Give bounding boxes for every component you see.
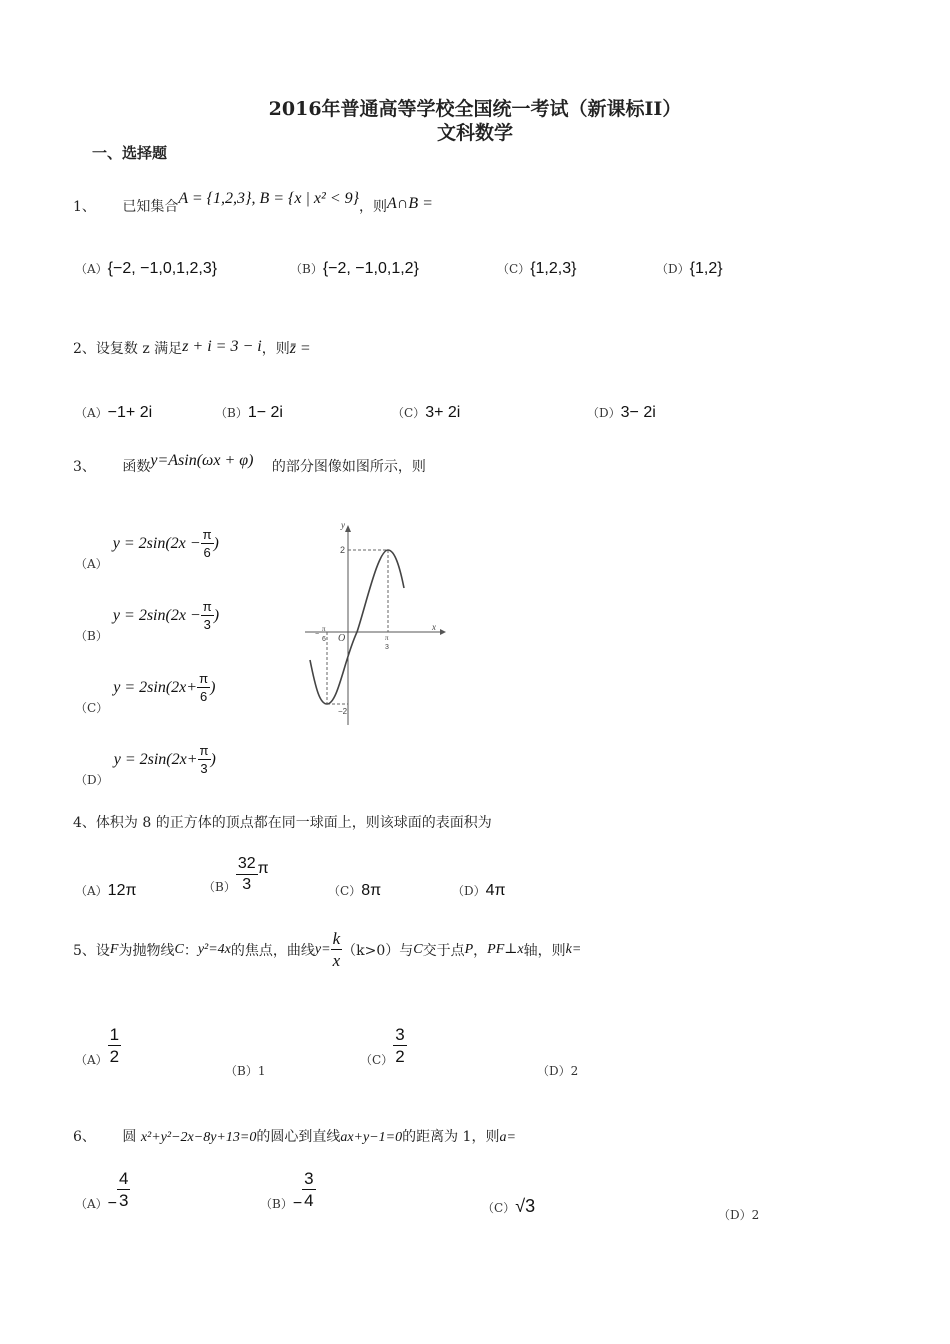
q5-option-a[interactable] [75,1026,121,1065]
option-label: （C） [328,884,362,898]
q6-option-b[interactable] [260,1169,316,1212]
y-axis-label: y [341,520,345,530]
option-label: （A） [75,557,108,571]
option-label: （C） [392,406,426,420]
fraction-numerator: 3 [304,1169,314,1188]
question-math: y=Asin(ωx + φ) [150,452,254,469]
option-value: ) [210,751,216,768]
fraction-denominator: 6 [203,545,211,560]
x-left-den: 6 [322,636,326,643]
x-right-den: 3 [385,644,389,651]
q2-option-a[interactable] [75,402,152,422]
fraction-denominator: 4 [304,1191,314,1210]
option-label: （D） [452,884,486,898]
option-value: {1,2} [689,260,723,277]
fraction-denominator: 6 [199,689,208,704]
option-label: （A） [75,406,108,420]
option-value: 4π [485,882,506,899]
question-text: ，则 [359,199,388,215]
fraction-numerator: π [199,743,209,758]
option-label: （B） [215,406,248,420]
question-math: z̄ = [289,340,311,357]
question-4: 4、体积为 8 的正方体的顶点都在同一球面上，则该球面的表面积为 [73,815,492,831]
question-math: y²=4x [197,941,231,957]
q6-option-c[interactable] [482,1196,535,1217]
q1-option-a[interactable] [75,258,217,278]
question-text: 为抛物线 [118,942,175,959]
question-number: 3、 [73,459,96,475]
question-3 [73,452,426,476]
fraction-numerator: 32 [236,856,258,875]
option-value: ) [213,535,219,552]
question-text: 函数 [122,459,151,475]
x-axis-arrow [440,629,446,635]
option-value: 8π [361,882,382,899]
question-math: A∩B = [387,195,433,212]
q6-option-a[interactable] [75,1169,130,1212]
q5-option-c[interactable] [360,1026,407,1065]
question-text: 5、设 [73,942,110,959]
option-label: （B） [290,262,323,276]
option-value: 1 [257,1064,266,1078]
fraction-numerator: π [202,599,212,614]
option-value: 3− 2i [620,404,656,421]
option-sign: − [107,1195,118,1212]
option-sign: − [292,1195,303,1212]
fraction-denominator: 3 [242,876,252,893]
x-right-num: π [385,634,389,642]
question-math: ax+y−1=0 [340,1130,403,1145]
option-label: （B） [203,880,236,894]
q4-option-a[interactable] [75,880,137,900]
option-label: （D） [75,773,109,787]
option-value: {−2, −1,0,1,2} [322,260,419,277]
q4-option-c[interactable] [328,880,381,900]
q1-option-b[interactable] [290,258,419,278]
q2-option-c[interactable] [392,402,460,422]
question-text: 轴，则 [523,942,566,959]
question-text: ， [473,942,488,959]
option-label: （D） [656,262,690,276]
fraction-numerator: k [332,929,341,948]
q3-option-d[interactable] [75,743,216,787]
x-left-sign: − [315,631,320,638]
fraction-denominator: x [332,951,341,970]
question-1 [73,190,433,216]
question-math: P [464,941,474,957]
sine-graph [300,520,450,730]
question-text: ，则 [261,341,290,357]
question-math: C [174,941,184,957]
option-label: （A） [75,262,108,276]
option-value: ) [213,607,220,624]
q3-option-c[interactable] [75,671,216,715]
fraction-denominator: 3 [119,1191,129,1210]
option-label: （A） [75,884,108,898]
section-heading: 一、选择题 [92,144,168,162]
q3-option-b[interactable] [75,599,220,643]
question-text: 的圆心到直线 [256,1129,341,1145]
fraction-denominator: 2 [109,1047,120,1066]
option-value: {1,2,3} [530,260,577,277]
question-number: 1、 [73,199,96,215]
option-value: 3+ 2i [425,404,461,421]
question-text: 2、设复数 z 满足 [73,341,183,357]
x-left-num: π [322,625,326,633]
question-math: F [109,941,119,957]
option-label: （D） [718,1208,752,1222]
fraction-denominator: 2 [395,1047,405,1066]
question-math: k= [565,941,582,957]
option-label: （B） [225,1064,258,1078]
exam-subtitle: 文科数学 [436,122,513,144]
question-math: a= [499,1130,516,1145]
q1-option-d[interactable] [656,258,723,278]
fraction-numerator: 1 [109,1025,120,1044]
question-text: 交于点 [422,942,465,959]
option-label: （D） [537,1064,571,1078]
option-value: y = 2sin(2x − [112,607,201,624]
q3-option-a[interactable] [75,527,219,571]
option-label: （A） [75,1053,108,1067]
question-6 [73,1126,516,1146]
question-math: x²+y²−2x−8y+13=0 [140,1130,257,1145]
q1-option-c[interactable] [497,258,576,278]
question-text: 圆 [122,1129,137,1145]
fraction-numerator: 4 [119,1169,129,1188]
question-math: A = {1,2,3}, B = {x | x² < 9} [178,190,360,207]
option-label: （C） [75,701,109,715]
fraction-numerator: 3 [395,1025,405,1044]
option-value: y = 2sin(2x+ [113,679,198,696]
question-math: PF⊥x [487,942,524,957]
question-text: 已知集合 [122,199,179,215]
option-label: （B） [75,629,108,643]
exam-title: 2016年普通高等学校全国统一考试（新课标II） [268,98,682,120]
fraction-denominator: 3 [200,761,208,776]
x-axis-label: x [432,622,436,632]
question-text: ： [183,942,198,959]
question-text: 的焦点，曲线 [230,942,315,959]
fraction-numerator: π [202,527,212,542]
option-value: 2 [751,1208,760,1222]
question-math: C [413,941,423,957]
option-value: 12π [107,882,137,899]
q4-option-d[interactable] [452,880,506,900]
option-value: y = 2sin(2x − [112,535,201,552]
option-value: π [257,860,269,877]
option-value: y = 2sin(2x+ [113,751,198,768]
question-text: 的部分图像如图所示，则 [271,459,426,475]
question-math: y= [314,941,331,957]
q2-option-b[interactable] [215,402,283,422]
question-math: z + i = 3 − i [182,338,262,355]
option-value: 1− 2i [247,404,283,421]
y-axis-arrow [345,525,351,532]
q6-option-d[interactable] [718,1204,759,1223]
question-5 [73,930,581,969]
option-value: {−2, −1,0,1,2,3} [107,260,218,277]
q4-option-b[interactable] [203,856,269,893]
option-value: −1+ 2i [107,404,153,421]
y-min-label: −2 [338,707,348,716]
origin-label: O [338,633,346,644]
q5-option-d[interactable] [537,1060,578,1079]
fraction-denominator: 3 [203,617,211,632]
option-value: 2 [570,1064,579,1078]
option-value: √3 [515,1196,536,1216]
option-label: （C） [497,262,531,276]
option-label: （B） [260,1197,293,1211]
q5-option-b[interactable] [225,1060,265,1079]
option-label: （A） [75,1197,108,1211]
question-text: 的距离为 1，则 [402,1129,500,1145]
y-max-label: 2 [340,545,346,555]
option-label: （D） [587,406,621,420]
option-label: （C） [482,1201,516,1215]
question-number: 6、 [73,1129,96,1145]
option-label: （C） [360,1053,394,1067]
q2-option-d[interactable] [587,402,656,422]
fraction-numerator: π [199,671,209,686]
option-value: ) [210,679,216,696]
question-text: （k>0）与 [342,942,414,959]
question-2 [73,338,311,358]
